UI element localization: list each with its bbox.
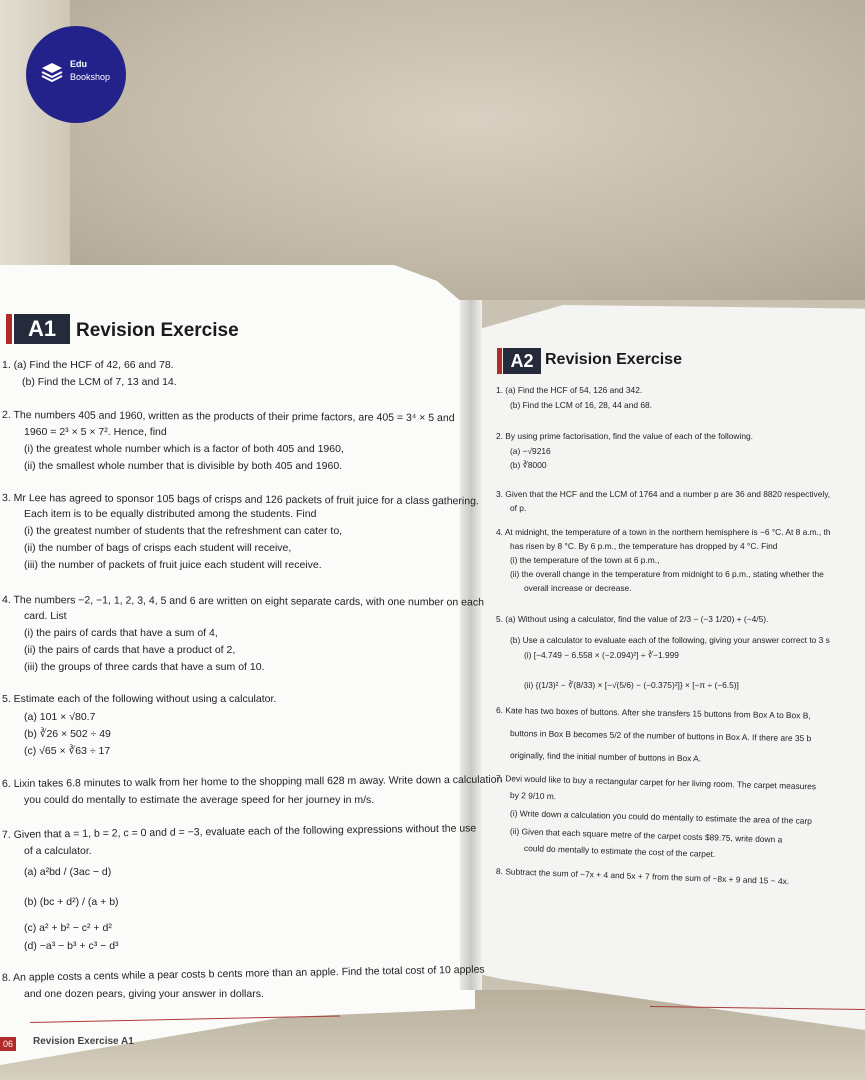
- question-line: (b) ∛8000: [510, 460, 547, 470]
- header-accent-bar: [497, 348, 502, 374]
- question-line: (c) a² + b² − c² + d²: [24, 922, 112, 934]
- question-line: (b) Use a calculator to evaluate each of the following, giving your answer correct to 3 s: [510, 635, 830, 645]
- question-line: (i) [−4.749 − 6.558 × (−2.094)²] ÷ ∛−1.999: [524, 650, 679, 660]
- question-line: (a) −√9216: [510, 446, 551, 456]
- question-line: 3. Mr Lee has agreed to sponsor 105 bags of crisps and 126 packets of fruit juice for a class gathering.: [1, 492, 479, 508]
- question-line: (ii) the overall change in the temperature from midnight to 6 p.m., stating whether the: [510, 569, 824, 579]
- question-line: 2. The numbers 405 and 1960, written as the products of their prime factors, are 405 = 3⁴ × 5 and: [1, 409, 455, 425]
- question-line: (c) √65 × ∛63 ÷ 17: [24, 745, 111, 757]
- question-line: (a) 101 × √80.7: [24, 711, 96, 723]
- question-line: 4. The numbers −2, −1, 1, 2, 3, 4, 5 and 6 are written on eight separate cards, with one number on each: [1, 594, 484, 609]
- book-gutter: [460, 300, 482, 990]
- question-line: 6. Lixin takes 6.8 minutes to walk from her home to the shopping mall 628 m away. Write down a calculation: [1, 773, 503, 790]
- question-line: 8. Subtract the sum of −7x + 4 and 5x + 7 from the sum of −8x + 9 and 15 − 4x.: [495, 866, 790, 887]
- question-line: (i) the greatest number of students that the refreshment can cater to,: [24, 525, 343, 537]
- question-line: (a) a²bd / (3ac − d): [24, 866, 112, 878]
- logo-text-edu: Edu: [70, 59, 87, 69]
- question-line: could do mentally to estimate the cost of the carpet.: [523, 843, 716, 860]
- question-line: of p.: [510, 503, 527, 513]
- right-page-title: Revision Exercise: [545, 351, 682, 368]
- question-line: (i) the temperature of the town at 6 p.m.,: [510, 555, 660, 565]
- question-line: 8. An apple costs a cents while a pear costs b cents more than an apple. Find the total cost of 10 apples: [1, 963, 485, 984]
- question-line: 6. Kate has two boxes of buttons. After she transfers 15 buttons from Box A to Box B,: [495, 705, 811, 721]
- left-page-title: Revision Exercise: [76, 320, 239, 341]
- book-stack-icon: [40, 60, 64, 84]
- footer-text: Revision Exercise A1: [33, 1036, 134, 1047]
- question-line: (b) Find the LCM of 7, 13 and 14.: [22, 376, 177, 388]
- question-line: 7. Devi would like to buy a rectangular carpet for her living room. The carpet measures: [495, 773, 817, 792]
- question-line: Each item is to be equally distributed among the students. Find: [24, 508, 317, 520]
- page-number: 06: [0, 1037, 16, 1051]
- section-badge-a2: A2: [503, 348, 541, 374]
- question-line: 3. Given that the HCF and the LCM of 1764 and a number p are 36 and 8820 respectively,: [496, 489, 831, 499]
- question-line: 5. Estimate each of the following without using a calculator.: [2, 693, 277, 705]
- header-accent-bar: [6, 314, 12, 344]
- question-line: (iii) the number of packets of fruit juice each student will receive.: [24, 559, 322, 571]
- question-line: (d) −a³ − b³ + c³ − d³: [24, 940, 119, 952]
- question-line: buttons in Box B becomes 5/2 of the number of buttons in Box A. If there are 35 b: [509, 728, 812, 744]
- question-line: (iii) the groups of three cards that have a sum of 10.: [24, 661, 265, 673]
- question-line: has risen by 8 °C. By 6 p.m., the temperature has dropped by 4 °C. Find: [510, 541, 778, 551]
- question-line: (b) ∛26 × 502 ÷ 49: [24, 728, 111, 740]
- question-line: 1960 = 2³ × 5 × 7². Hence, find: [24, 426, 167, 438]
- edu-bookshop-logo: [26, 26, 126, 123]
- question-line: overall increase or decrease.: [524, 583, 632, 593]
- question-line: you could do mentally to estimate the average speed for her journey in m/s.: [24, 794, 375, 806]
- question-line: (i) the greatest whole number which is a factor of both 405 and 1960,: [24, 443, 344, 455]
- logo-text-bookshop: Bookshop: [70, 72, 111, 82]
- question-line: (b) Find the LCM of 16, 28, 44 and 68.: [510, 400, 652, 410]
- question-line: 2. By using prime factorisation, find the value of each of the following.: [496, 431, 753, 441]
- question-line: (i) the pairs of cards that have a sum of 4,: [24, 627, 218, 639]
- question-line: by 2 9/10 m.: [509, 790, 557, 802]
- question-line: 1. (a) Find the HCF of 42, 66 and 78.: [2, 359, 174, 371]
- question-line: (ii) the smallest whole number that is divisible by both 405 and 1960.: [24, 460, 343, 472]
- section-badge-a1: A1: [14, 314, 70, 344]
- question-line: (ii) the pairs of cards that have a product of 2,: [24, 644, 236, 656]
- couch-backrest: [0, 0, 865, 300]
- question-line: (ii) {(1/3)² − ∛(8/33) × [−√(5/6) − (−0.375)²]} × [−π ÷ (−6.5)]: [524, 680, 739, 690]
- question-line: 7. Given that a = 1, b = 2, c = 0 and d = −3, evaluate each of the following expressions without the use: [1, 822, 477, 841]
- question-line: card. List: [24, 610, 67, 622]
- question-line: (ii) Given that each square metre of the carpet costs $89.75, write down a: [509, 826, 783, 845]
- question-line: and one dozen pears, giving your answer in dollars.: [24, 988, 264, 1000]
- question-line: of a calculator.: [24, 845, 92, 857]
- question-line: 4. At midnight, the temperature of a town in the northern hemisphere is −6 °C. At 8 a.m., th: [496, 527, 831, 537]
- right-page: [462, 305, 865, 1030]
- question-line: (ii) the number of bags of crisps each student will receive,: [24, 542, 292, 554]
- question-line: (b) (bc + d²) / (a + b): [24, 896, 119, 908]
- question-line: 5. (a) Without using a calculator, find the value of 2/3 − (−3 1/20) + (−4/5).: [496, 614, 769, 624]
- question-line: (i) Write down a calculation you could do mentally to estimate the area of the carp: [509, 808, 812, 826]
- question-line: 1. (a) Find the HCF of 54, 126 and 342.: [496, 385, 643, 395]
- question-line: originally, find the initial number of buttons in Box A.: [509, 750, 702, 764]
